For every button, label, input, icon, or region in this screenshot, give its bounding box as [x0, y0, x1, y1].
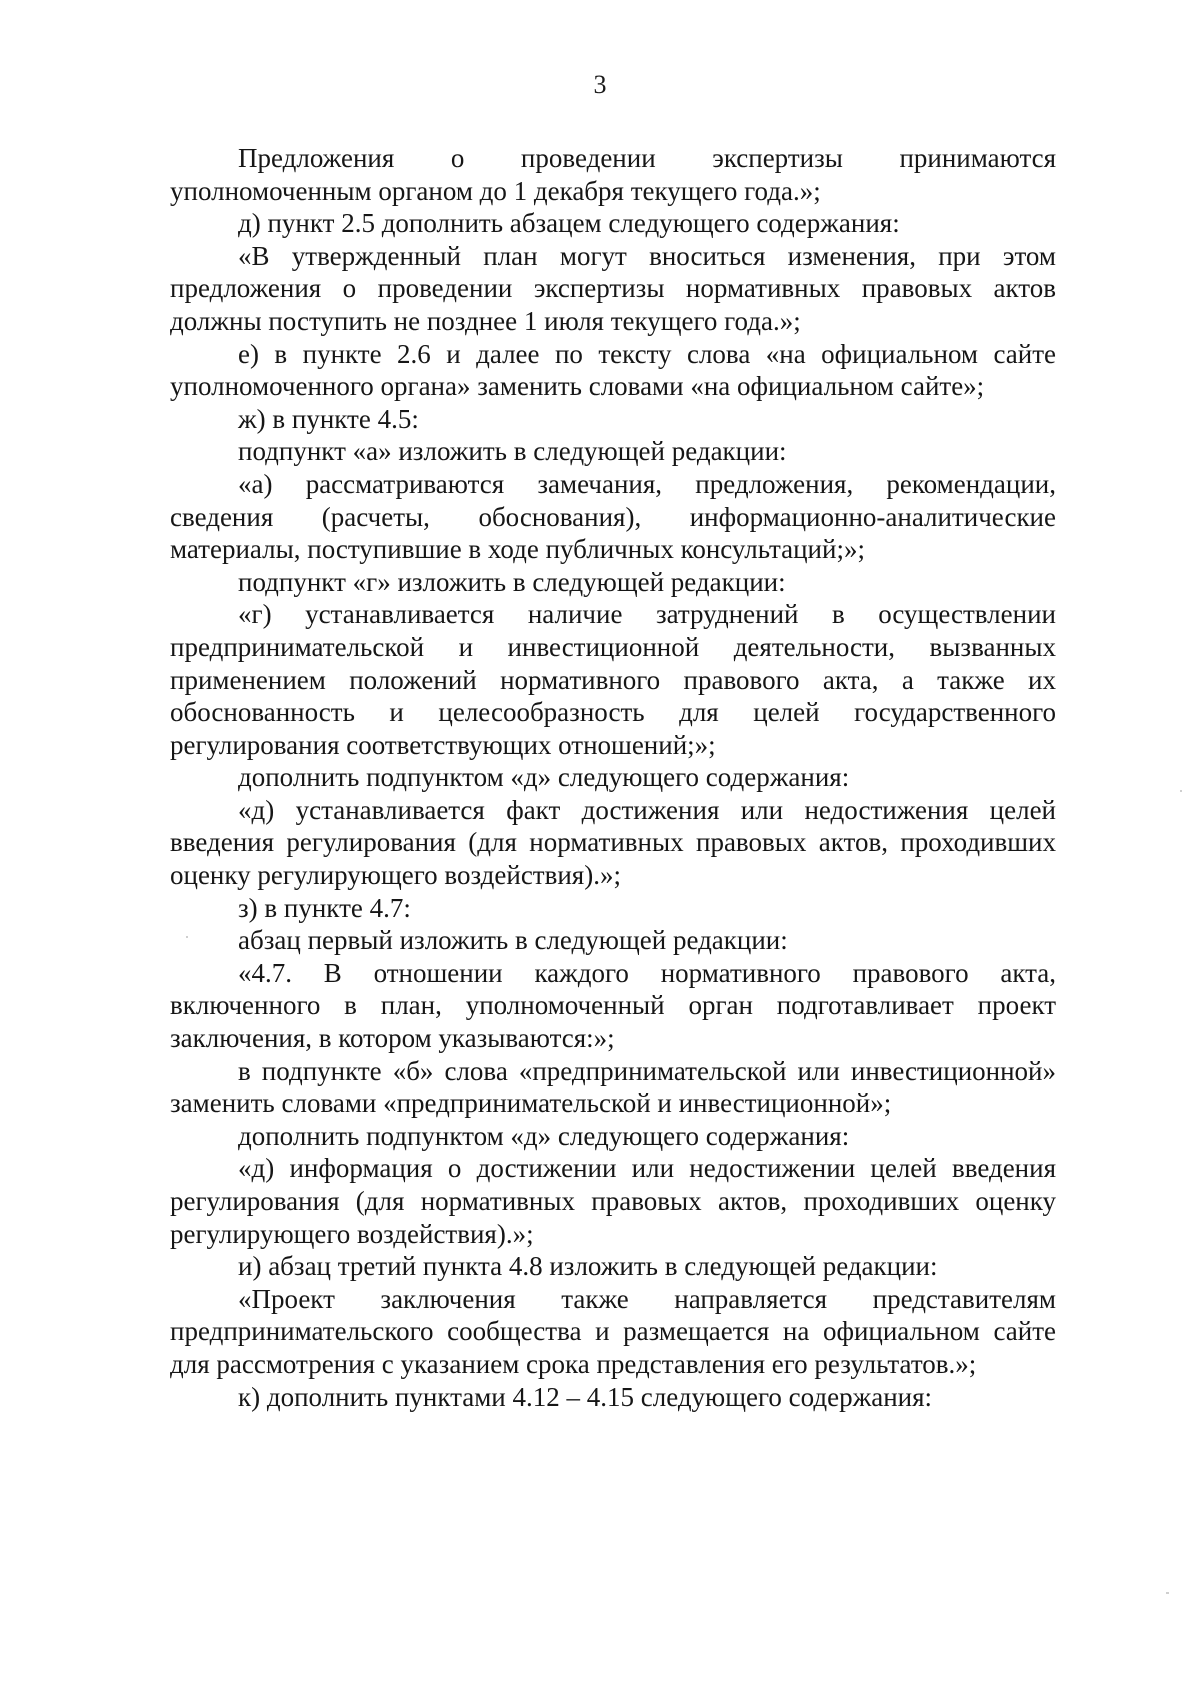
scan-speck: [1180, 790, 1182, 792]
paragraph-1: Предложения о проведении экспертизы принимаются уполномоченным органом до 1 декабря текущего года.»;: [170, 143, 1056, 206]
paragraph-12: з) в пункте 4.7:: [238, 892, 411, 923]
paragraph-20: к) дополнить пунктами 4.12 – 4.15 следующего содержания:: [238, 1381, 933, 1412]
paragraph-9: «г) устанавливается наличие затруднений в осуществлении предпринимательской и инвестиционной деятельности, вызванных применением положений нормативного правового акта, а также их обоснованность и целесообразность для целей государственного регулирования соответствующих отношений;»;: [170, 599, 1056, 760]
paragraph-14: «4.7. В отношении каждого нормативного правового акта, включенного в план, уполномоченный орган подготавливает проект заключения, в котором указываются:»;: [170, 957, 1056, 1054]
scan-speck: [186, 936, 188, 938]
paragraph-3: «В утвержденный план могут вноситься изменения, при этом предложения о проведении экспертизы нормативных правовых актов должны поступить не позднее 1 июля текущего года.»;: [170, 240, 1056, 336]
paragraph-4: е) в пункте 2.6 и далее по тексту слова «на официальном сайте уполномоченного органа» заменить словами «на официальном сайте»;: [170, 338, 1056, 402]
paragraph-10: дополнить подпунктом «д» следующего содержания:: [238, 762, 850, 793]
paragraph-5: ж) в пункте 4.5:: [238, 403, 419, 434]
paragraph-8: подпункт «г» изложить в следующей редакции:: [238, 566, 786, 597]
paragraph-15: в подпункте «б» слова «предпринимательской или инвестиционной» заменить словами «предпринимательской и инвестиционной»;: [170, 1055, 1056, 1119]
document-body: [170, 142, 1056, 1413]
page-number: 3: [593, 70, 607, 99]
scan-speck: [1166, 1592, 1169, 1594]
paragraph-16: дополнить подпунктом «д» следующего содержания:: [238, 1120, 850, 1151]
paragraph-17: «д) информация о достижении или недостижении целей введения регулирования (для нормативных правовых актов, проходивших оценку регулирующего воздействия).»;: [170, 1153, 1056, 1249]
paragraph-11: «д) устанавливается факт достижения или недостижения целей введения регулирования (для нормативных правовых актов, проходивших оценку регулирующего воздействия).»;: [170, 794, 1056, 891]
paragraph-6: подпункт «а» изложить в следующей редакции:: [238, 436, 787, 467]
paragraph-7: «а) рассматриваются замечания, предложения, рекомендации, сведения (расчеты, обоснования), информационно-аналитические материалы, поступившие в ходе публичных консультаций;»;: [170, 468, 1056, 565]
paragraph-2: д) пункт 2.5 дополнить абзацем следующего содержания:: [238, 208, 900, 239]
paragraph-13: абзац первый изложить в следующей редакции:: [238, 925, 788, 956]
paragraph-18: и) абзац третий пункта 4.8 изложить в следующей редакции:: [238, 1251, 938, 1282]
paragraph-19: «Проект заключения также направляется представителям предпринимательского сообщества и размещается на официальном сайте для рассмотрения с указанием срока представления его результатов.»;: [170, 1283, 1056, 1379]
